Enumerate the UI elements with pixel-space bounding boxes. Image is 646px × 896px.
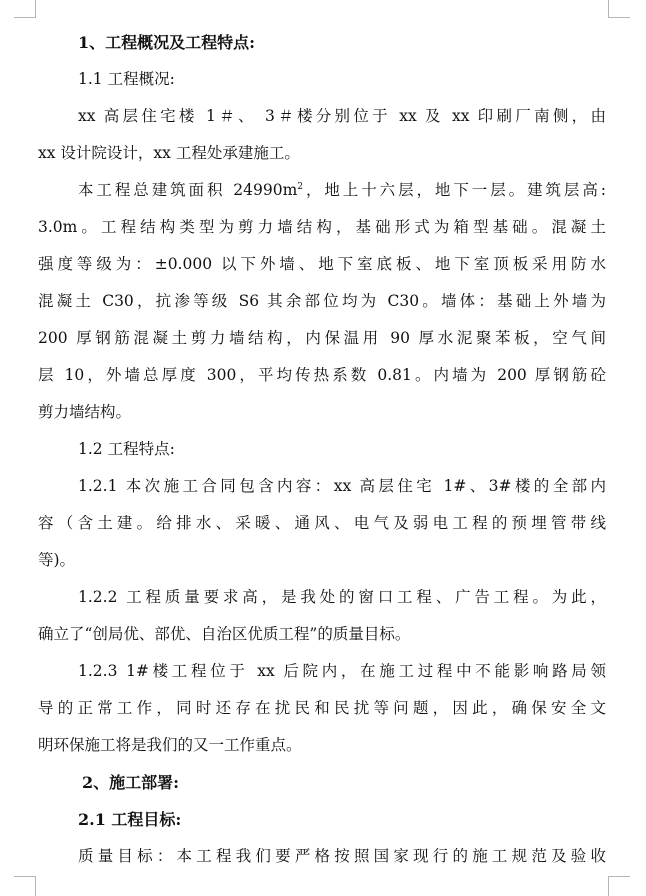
section-2-1-title: 2.1 工程目标: bbox=[78, 810, 182, 829]
item-1-2-3-line-3: 明环保施工将是我们的又一工作重点。 bbox=[38, 736, 302, 754]
item-1-2-1-line-2: 容（含土建。给排水、采暖、通风、电气及弱电工程的预埋管带线 bbox=[38, 514, 606, 532]
heading-1: 1、工程概况及工程特点: bbox=[78, 33, 256, 52]
structure-line-6: 剪力墙结构。 bbox=[38, 403, 132, 421]
structure-line-4: 200 厚钢筋混凝土剪力墙结构，内保温用 90 厚水泥聚苯板，空气间 bbox=[38, 329, 606, 347]
page-corner-mark-top-right bbox=[608, 0, 630, 18]
item-1-2-3-line-2: 导的正常工作，同时还存在扰民和民扰等问题，因此，确保安全文 bbox=[38, 699, 606, 717]
document-page bbox=[38, 24, 606, 875]
item-1-2-3-line-1: 1.2.3 1#楼工程位于 xx 后院内，在施工过程中不能影响路局领 bbox=[78, 662, 606, 680]
area-line bbox=[38, 172, 606, 209]
page-corner-mark-bottom-left bbox=[14, 876, 36, 896]
area-superscript: 2 bbox=[297, 181, 304, 192]
section-1-1-title: 1.1 工程概况: bbox=[78, 70, 175, 88]
page-corner-mark-bottom-right bbox=[608, 876, 630, 896]
area-text-suffix: ，地上十六层，地下一层。建筑层高: bbox=[303, 181, 606, 199]
section-1-2-title: 1.2 工程特点: bbox=[78, 440, 175, 458]
overview-line-2: xx 设计院设计，xx 工程处承建施工。 bbox=[38, 144, 300, 162]
item-1-2-1-line-1: 1.2.1 本次施工合同包含内容：xx 高层住宅 1#、3#楼的全部内 bbox=[78, 477, 606, 495]
item-1-2-1-line-3: 等)。 bbox=[38, 551, 76, 569]
structure-line-1: 3.0m。工程结构类型为剪力墙结构，基础形式为箱型基础。混凝土 bbox=[38, 218, 606, 236]
area-text-prefix: 本工程总建筑面积 24990m bbox=[78, 181, 298, 199]
heading-2: 2、施工部署: bbox=[82, 773, 180, 792]
item-1-2-2-line-1: 1.2.2 工程质量要求高，是我处的窗口工程、广告工程。为此， bbox=[78, 588, 606, 606]
overview-line-1: xx 高层住宅楼 1＃、 3＃楼分别位于 xx 及 xx 印刷厂南侧，由 bbox=[78, 107, 606, 125]
page-corner-mark-top-left bbox=[14, 0, 36, 18]
structure-line-2: 强度等级为：±0.000 以下外墙、地下室底板、地下室顶板采用防水 bbox=[38, 255, 606, 273]
quality-target-line: 质量目标：本工程我们要严格按照国家现行的施工规范及验收 bbox=[78, 847, 606, 865]
structure-line-3: 混凝土 C30，抗渗等级 S6 其余部位均为 C30。墙体：基础上外墙为 bbox=[38, 292, 606, 310]
structure-line-5: 层 10，外墙总厚度 300，平均传热系数 0.81。内墙为 200 厚钢筋砼 bbox=[38, 366, 606, 384]
item-1-2-2-line-2: 确立了“创局优、部优、自治区优质工程”的质量目标。 bbox=[38, 625, 411, 643]
